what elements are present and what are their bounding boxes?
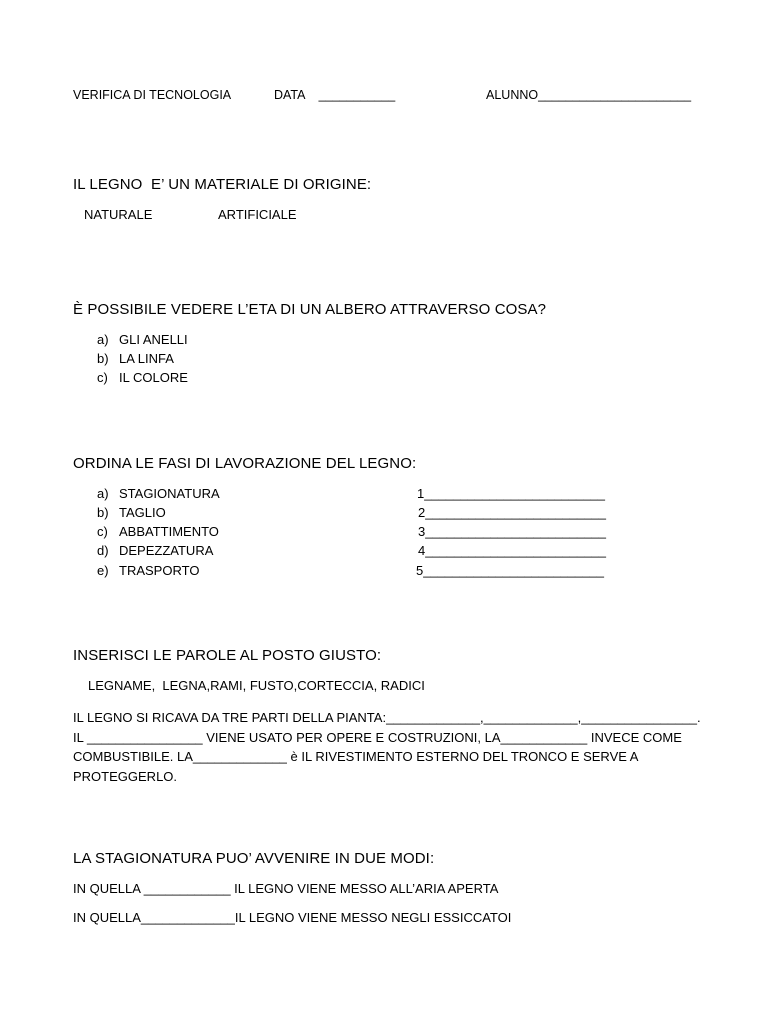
question-5-title: LA STAGIONATURA PUO’ AVVENIRE IN DUE MODI:	[73, 850, 435, 867]
item-letter: d)	[97, 543, 109, 558]
option-letter: b)	[97, 351, 109, 366]
item-abbattimento: ABBATTIMENTO	[119, 524, 219, 539]
question-1-title: IL LEGNO E’ UN MATERIALE DI ORIGINE:	[73, 176, 372, 193]
option-letter: a)	[97, 332, 109, 347]
item-stagionatura: STAGIONATURA	[119, 486, 220, 501]
answer-blank-3[interactable]: 3_________________________	[418, 524, 606, 539]
option-letter: c)	[97, 370, 108, 385]
student-name-field[interactable]: ALUNNO______________________	[486, 88, 692, 102]
option-il-colore[interactable]: IL COLORE	[119, 370, 188, 385]
test-title: VERIFICA DI TECNOLOGIA	[73, 88, 232, 102]
option-gli-anelli[interactable]: GLI ANELLI	[119, 332, 188, 347]
item-letter: a)	[97, 486, 109, 501]
date-field[interactable]: DATA ___________	[274, 88, 396, 102]
fill-in-paragraph[interactable]: IL LEGNO SI RICAVA DA TRE PARTI DELLA PIANTA:_____________,_____________,________________. IL ________________ VIENE USATO PER OPERE E COSTRUZIONI, LA____________ INVECE COME COMBUSTIBILE. LA_____________ è IL RIVESTIMENTO ESTERNO DEL TRONCO E SERVE A PROTEGGERLO.	[73, 710, 701, 784]
answer-blank-1[interactable]: 1_________________________	[417, 486, 605, 501]
item-letter: c)	[97, 524, 108, 539]
word-bank: LEGNAME, LEGNA,RAMI, FUSTO,CORTECCIA, RADICI	[88, 678, 425, 693]
question-3-title: ORDINA LE FASI DI LAVORAZIONE DEL LEGNO:	[73, 455, 417, 472]
answer-blank-2[interactable]: 2_________________________	[418, 505, 606, 520]
answer-blank-5[interactable]: 5_________________________	[416, 563, 604, 578]
fill-in-line-2[interactable]: IN QUELLA_____________IL LEGNO VIENE MESSO NEGLI ESSICCATOI	[73, 910, 512, 925]
option-artificiale[interactable]: ARTIFICIALE	[218, 207, 297, 222]
item-taglio: TAGLIO	[119, 505, 166, 520]
option-naturale[interactable]: NATURALE	[84, 207, 153, 222]
answer-blank-4[interactable]: 4_________________________	[418, 543, 606, 558]
item-depezzatura: DEPEZZATURA	[119, 543, 214, 558]
question-2-title: È POSSIBILE VEDERE L’ETA DI UN ALBERO ATTRAVERSO COSA?	[73, 301, 547, 318]
item-trasporto: TRASPORTO	[119, 563, 200, 578]
fill-in-line-1[interactable]: IN QUELLA ____________ IL LEGNO VIENE MESSO ALL’ARIA APERTA	[73, 881, 499, 896]
option-la-linfa[interactable]: LA LINFA	[119, 351, 174, 366]
item-letter: e)	[97, 563, 109, 578]
question-4-title: INSERISCI LE PAROLE AL POSTO GIUSTO:	[73, 647, 382, 664]
item-letter: b)	[97, 505, 109, 520]
